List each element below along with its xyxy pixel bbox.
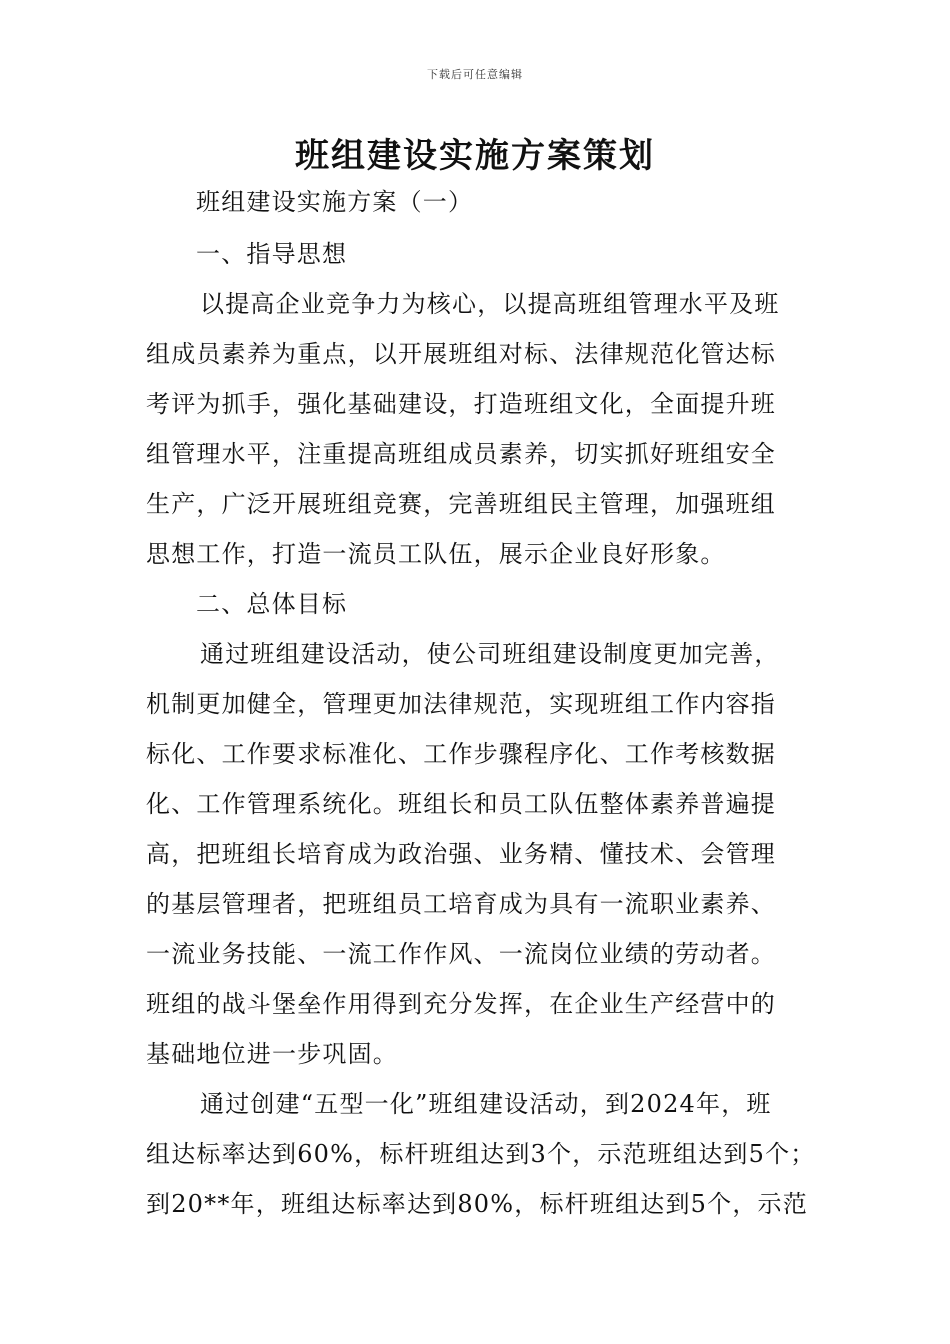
paragraph-line: 化、工作管理系统化。班组长和员工队伍整体素养普遍提 bbox=[146, 790, 776, 818]
paragraph-line: 一流业务技能、一流工作作风、一流岗位业绩的劳动者。 bbox=[146, 940, 776, 968]
paragraph-line: 机制更加健全，管理更加法律规范，实现班组工作内容指 bbox=[146, 690, 776, 718]
paragraph-line: 通过创建“五型一化”班组建设活动，到2024年，班 bbox=[200, 1090, 772, 1118]
paragraph-line: 高，把班组长培育成为政治强、业务精、懂技术、会管理 bbox=[146, 840, 776, 868]
header-note: 下载后可任意编辑 bbox=[427, 68, 523, 81]
paragraph-line: 到20**年，班组达标率达到80%，标杆班组达到5个，示范 bbox=[146, 1190, 808, 1218]
paragraph-line: 通过班组建设活动，使公司班组建设制度更加完善， bbox=[200, 640, 780, 668]
paragraph-line: 基础地位进一步巩固。 bbox=[146, 1040, 398, 1068]
paragraph-line: 组管理水平，注重提高班组成员素养，切实抓好班组安全 bbox=[146, 440, 776, 468]
paragraph-line: 考评为抓手，强化基础建设，打造班组文化，全面提升班 bbox=[146, 390, 776, 418]
paragraph-line: 班组的战斗堡垒作用得到充分发挥，在企业生产经营中的 bbox=[146, 990, 776, 1018]
section-heading: 一、指导思想 bbox=[196, 240, 348, 268]
paragraph-line: 的基层管理者，把班组员工培育成为具有一流职业素养、 bbox=[146, 890, 776, 918]
document-title: 班组建设实施方案策划 bbox=[295, 136, 655, 176]
document-subtitle: 班组建设实施方案（一） bbox=[196, 188, 474, 216]
paragraph-line: 生产，广泛开展班组竞赛，完善班组民主管理，加强班组 bbox=[146, 490, 776, 518]
paragraph-line: 标化、工作要求标准化、工作步骤程序化、工作考核数据 bbox=[146, 740, 776, 768]
section-heading: 二、总体目标 bbox=[196, 590, 348, 618]
paragraph-line: 组成员素养为重点，以开展班组对标、法律规范化管达标 bbox=[146, 340, 776, 368]
paragraph-line: 以提高企业竞争力为核心，以提高班组管理水平及班 bbox=[200, 290, 780, 318]
paragraph-line: 组达标率达到60%，标杆班组达到3个，示范班组达到5个； bbox=[146, 1140, 816, 1168]
paragraph-line: 思想工作，打造一流员工队伍，展示企业良好形象。 bbox=[146, 540, 726, 568]
